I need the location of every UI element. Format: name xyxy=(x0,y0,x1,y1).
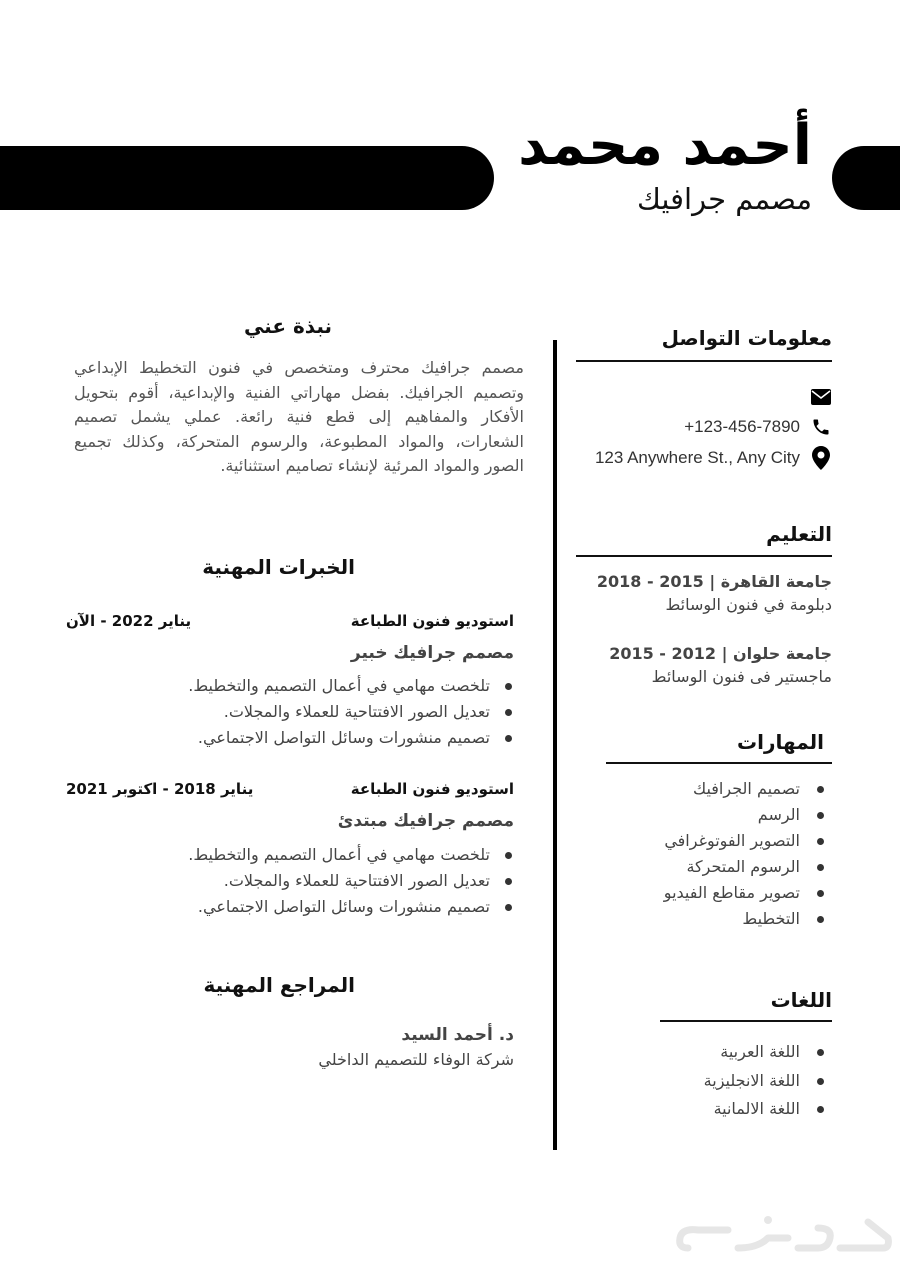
contact-rule xyxy=(576,360,832,362)
contact-email xyxy=(800,386,832,408)
list-item: تعديل الصور الافتتاحية للعملاء والمجلات. xyxy=(188,699,514,725)
list-item: الرسم xyxy=(664,802,828,828)
languages-list xyxy=(704,1038,828,1124)
job-tasks xyxy=(188,673,514,751)
education-item xyxy=(609,644,832,686)
contact-phone-text: +123-456-7890 xyxy=(684,417,800,436)
education-item xyxy=(597,572,832,614)
reference-company: شركة الوفاء للتصميم الداخلي xyxy=(318,1050,514,1069)
reference-name: د. أحمد السيد xyxy=(401,1025,514,1045)
list-item: الرسوم المتحركة xyxy=(664,854,828,880)
about-text: مصمم جرافيك محترف ومتخصص في فنون التخطيط الإبداعي وتصميم الجرافيك. بفضل مهاراتي الفنية والإبداعية، أقوم بتحويل الأفكار والمفاهيم إلى قطع فنية رائعة. عملي يشمل تصميم الشعارات، والمواد المطبوعة، والرسوم المتحركة، وكذلك تجميع الصور والمواد المرئية لإنشاء تصاميم استثنائية. xyxy=(74,358,524,475)
languages-heading: اللغات xyxy=(770,988,832,1012)
list-item: اللغة الالمانية xyxy=(704,1095,828,1124)
list-item: التخطيط xyxy=(664,906,828,932)
list-item: التصوير الفوتوغرافي xyxy=(664,828,828,854)
list-item: تعديل الصور الافتتاحية للعملاء والمجلات. xyxy=(188,868,514,894)
job-company: استوديو فنون الطباعة xyxy=(350,780,514,798)
education-heading: التعليم xyxy=(766,522,832,546)
education-university: جامعة القاهرة | 2015 - 2018 xyxy=(596,572,832,591)
contact-address-text: 123 Anywhere St., Any City xyxy=(594,448,800,467)
header-bar-right xyxy=(832,146,900,210)
job-header xyxy=(66,780,514,798)
job-company: استوديو فنون الطباعة xyxy=(350,612,514,630)
list-item: تصميم منشورات وسائل التواصل الاجتماعي. xyxy=(188,725,514,751)
person-name: أحمد محمد xyxy=(518,113,812,178)
education-university: جامعة حلوان | 2012 - 2015 xyxy=(609,644,832,663)
job-period: يناير 2022 - الآن xyxy=(66,612,192,630)
header-bar-left xyxy=(0,146,494,210)
contact-phone xyxy=(684,416,832,438)
about-heading: نبذة عني xyxy=(243,314,332,338)
languages-rule xyxy=(660,1020,832,1022)
list-item: تصميم منشورات وسائل التواصل الاجتماعي. xyxy=(188,894,514,920)
list-item: اللغة العربية xyxy=(704,1038,828,1067)
experience-heading: الخبرات المهنية xyxy=(202,555,355,579)
education-degree: دبلومة في فنون الوسائط xyxy=(665,595,832,614)
list-item: تلخصت مهامي في أعمال التصميم والتخطيط. xyxy=(188,673,514,699)
contact-heading: معلومات التواصل xyxy=(661,326,832,350)
skills-rule xyxy=(606,762,832,764)
education-rule xyxy=(576,555,832,557)
column-divider xyxy=(553,340,557,1150)
job-role: مصمم جرافيك مبتدئ xyxy=(337,811,514,831)
list-item: تصوير مقاطع الفيديو xyxy=(664,880,828,906)
skills-heading: المهارات xyxy=(737,730,824,754)
haraj-watermark-logo xyxy=(668,1208,894,1264)
location-pin-icon xyxy=(810,447,832,469)
envelope-icon xyxy=(810,386,832,408)
phone-icon xyxy=(810,416,832,438)
job-tasks xyxy=(188,842,514,920)
list-item: اللغة الانجليزية xyxy=(704,1067,828,1096)
education-degree: ماجستير فى فنون الوسائط xyxy=(651,667,832,686)
list-item: تلخصت مهامي في أعمال التصميم والتخطيط. xyxy=(188,842,514,868)
contact-address xyxy=(595,447,832,469)
person-title: مصمم جرافيك xyxy=(636,182,812,216)
list-item: تصميم الجرافيك xyxy=(664,776,828,802)
job-role: مصمم جرافيك خبير xyxy=(350,643,514,663)
job-header xyxy=(66,612,514,630)
job-period: يناير 2018 - اكتوبر 2021 xyxy=(66,780,254,798)
skills-list xyxy=(664,776,828,932)
references-heading: المراجع المهنية xyxy=(203,973,355,997)
